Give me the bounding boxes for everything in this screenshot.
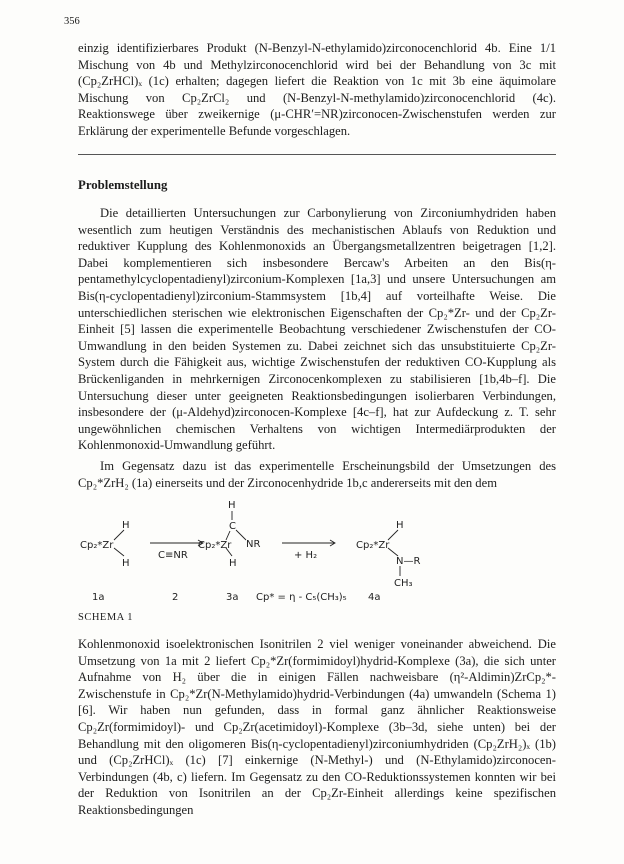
scheme-caption: SCHEMA 1 [78,612,134,623]
paragraph-2: Im Gegensatz dazu ist das experimentelle Erscheinungsbild der Umsetzungen des Cp₂*ZrH₂ (1a) einerseits und der Zirconocenhydride 1b,c andererseits mit den dem [78,459,556,490]
bond-3a-cn [236,530,246,540]
zr-fragment-3a: Cp₂*Zr [198,540,232,551]
h-3a-top: H [228,500,236,511]
label-2: 2 [172,592,179,603]
bond-1a-down [114,548,124,556]
n-r-4a: N—R [396,556,421,567]
section-heading: Problemstellung [78,178,168,192]
bond-1a-up [114,530,124,540]
section-divider [78,154,556,155]
zr-fragment-1a: Cp₂*Zr [80,540,114,551]
label-4a: 4a [368,592,381,603]
paragraph-1: Die detaillierten Untersuchungen zur Carbonylierung von Zirconiumhydriden haben wesentlich zum heutigen Verständnis des mechanistischen Ablaufs von Reduktion und reduktiver Kupplung des Kohlenmonoxids an Übergangsmetallzentren beigetragen [1,2]. Dabei komplementieren sich insbesondere Bercaw's Arbeiten an den Bis(η-pentamethylcyclopentadienyl)zirconium-Komplexen [1a,3] und unsere Untersuchungen am Bis(η-cyclopentadienyl)zirconium-Stammsystem [1b,4] auf vorteilhafte Weise. Die unterschiedlichen sterischen wie elektronischen Eigenschaften der Cp₂*Zr- und der Cp₂Zr-Einheit [5] lassen die experimentelle Beobachtung verschiedener Zwischenstufen der CO-Umwandlung in den beiden Systemen zu. Dabei zeichnet sich das unsubstituierte Cp₂Zr-System durch die Fähigkeit aus, wichtige Zwischenstufen der reduktiven CO-Kupplung als Brückenliganden in mehrkernigen Zirconocenkomplexen zu stabilisieren [1b,4b–f]. Die Untersuchung dieser unter geeigneten Reaktionsbedingungen isolierbaren Verbindungen, insbesondere der (μ-Aldehyd)zirconocen-Komplexe [4c–f], hat zur Aufdeckung z. T. sehr ungewöhnlichen chemischen Verhaltens von wichtigen Intermediärprodukten der Kohlenmonoxid-Umwandlung geführt. [78,206,556,453]
bond-4a-zrn [388,548,398,556]
compound-3a-structure [198,500,260,569]
reaction-scheme [78,496,556,608]
compound-1a-structure [80,520,130,569]
paragraph-3: Kohlenmonoxid isoelektronischen Isonitrilen 2 viel weniger voneinander abweichend. Die Umsetzung von 1a mit 2 liefert Cp₂*Zr(formimidoyl)hydrid-Komplexe (3a), die sich unter Aufnahme von H₂ über die in einigen Fällen nachweisbare (η²-Aldimin)ZrCp₂*-Zwischenstufe in Cp₂*Zr(N-Methylamido)hydrid-Verbindungen (4a) umwandeln (Schema 1) [6]. Wir haben nun gefunden, dass in formal ganz ähnlicher Reaktionsweise Cp₂Zr(formimidoyl)- und Cp₂Zr(acetimidoyl)-Komplexe (3b–3d, siehe unten) bei der Behandlung mit den oligomeren Bis(η-cyclopentadienyl)zirconiumhydriden (Cp₂ZrH₂)ₓ (1b) und (Cp₂ZrHCl)ₓ (1c) [7] einkernige (N-Methyl-) und (N-Ethylamido)zirconocen-Verbindungen (4b, c) liefern. Im Gegensatz zu den CO-Reduktionssystemen konnten wir bei der Reduktion von Isonitrilen an der Cp₂Zr-Einheit allerdings keine spezifischen Reaktionsbedingungen [78,637,556,817]
nr-3a: NR [246,539,261,550]
ch3-4a: CH₃ [394,578,413,589]
h-4a: H [396,520,404,531]
h-1a-top: H [122,520,130,531]
label-1a: 1a [92,592,105,603]
c-3a: C [229,521,236,532]
label-3a: 3a [226,592,239,603]
bond-4a-zrh [388,530,398,540]
compound-4a-structure [356,520,420,589]
page-number: 356 [64,16,80,27]
hydrogen-reagent: + H₂ [294,550,318,561]
zr-fragment-4a: Cp₂*Zr [356,540,390,551]
cp-star-definition: Cp* = η - C₅(CH₃)₅ [256,592,347,603]
h-3a-bottom: H [229,558,237,569]
bond-3a-zrc [226,531,230,540]
isonitrile-reagent: C≡NR [158,550,188,561]
h-1a-bottom: H [122,558,130,569]
abstract-text: einzig identifizierbares Produkt (N-Benzyl-N-ethylamido)zirconocenchlorid 4b. Eine 1/1 Mischung von 4b und Methylzirconocenchlorid wird bei der Behandlung von 3c mit (Cp₂ZrHCl)ₓ (1c) erhalten; dagegen liefert die Reaktion von 1c mit 3b eine äquimolare Mischung von Cp₂ZrCl₂ und (N-Benzyl-N-methylamido)zirconocenchlorid (4c). Reaktionswege über zweikernige (μ-CHR′=NR)zirconocen-Zwischenstufen werden zur Erklärung der experimentelle Befunde vorgeschlagen. [78,41,556,138]
